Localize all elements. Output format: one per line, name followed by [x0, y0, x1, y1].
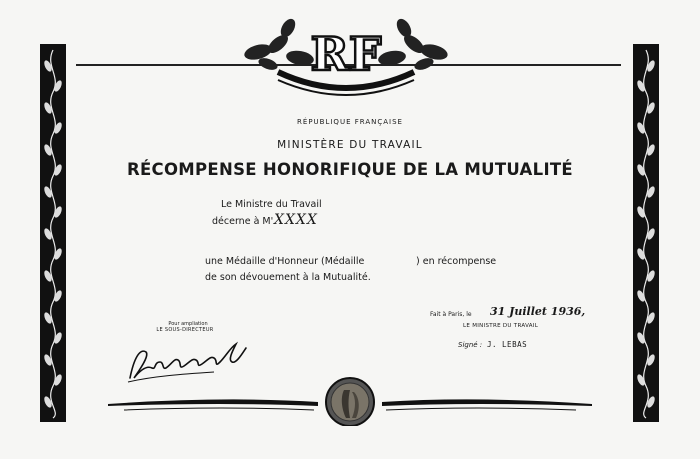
signe-label: Signé : [458, 341, 483, 349]
medaille-line: une Médaille d'Honneur (Médaille [205, 256, 365, 267]
left-laurel-border [40, 44, 66, 422]
recipient-name: XXXX [274, 212, 318, 228]
bronze-medal-icon [326, 378, 374, 426]
issue-date: 31 Juillet 1936, [490, 305, 586, 318]
devouement-line: de son dévouement à la Mutualité. [205, 272, 371, 283]
laurel-border-icon [635, 46, 657, 420]
sous-directeur-label: LE SOUS-DIRECTEUR [156, 327, 214, 333]
laurel-border-icon [42, 46, 64, 420]
certificate-title: RÉCOMPENSE HONORIFIQUE DE LA MUTUALITÉ [126, 160, 574, 179]
pour-ampliation-label: Pour ampliation [168, 321, 208, 327]
place-label: Fait à Paris, le [430, 311, 472, 318]
minister-line: Le Ministre du Travail [221, 199, 322, 210]
rf-monogram: RF [310, 27, 382, 81]
decerne-line: décerne à M'. [212, 216, 277, 227]
right-laurel-border [633, 44, 659, 422]
signe-name: J. LEBAS [487, 340, 528, 349]
minister-title: LE MINISTRE DU TRAVAIL [463, 323, 539, 329]
recompense-line: ) en récompense [416, 256, 497, 267]
republique-label: RÉPUBLIQUE FRANÇAISE [297, 118, 403, 126]
rf-laurel-emblem-icon [238, 14, 454, 100]
ministere-label: MINISTÈRE DU TRAVAIL [277, 139, 423, 151]
bottom-ornament [104, 376, 596, 426]
